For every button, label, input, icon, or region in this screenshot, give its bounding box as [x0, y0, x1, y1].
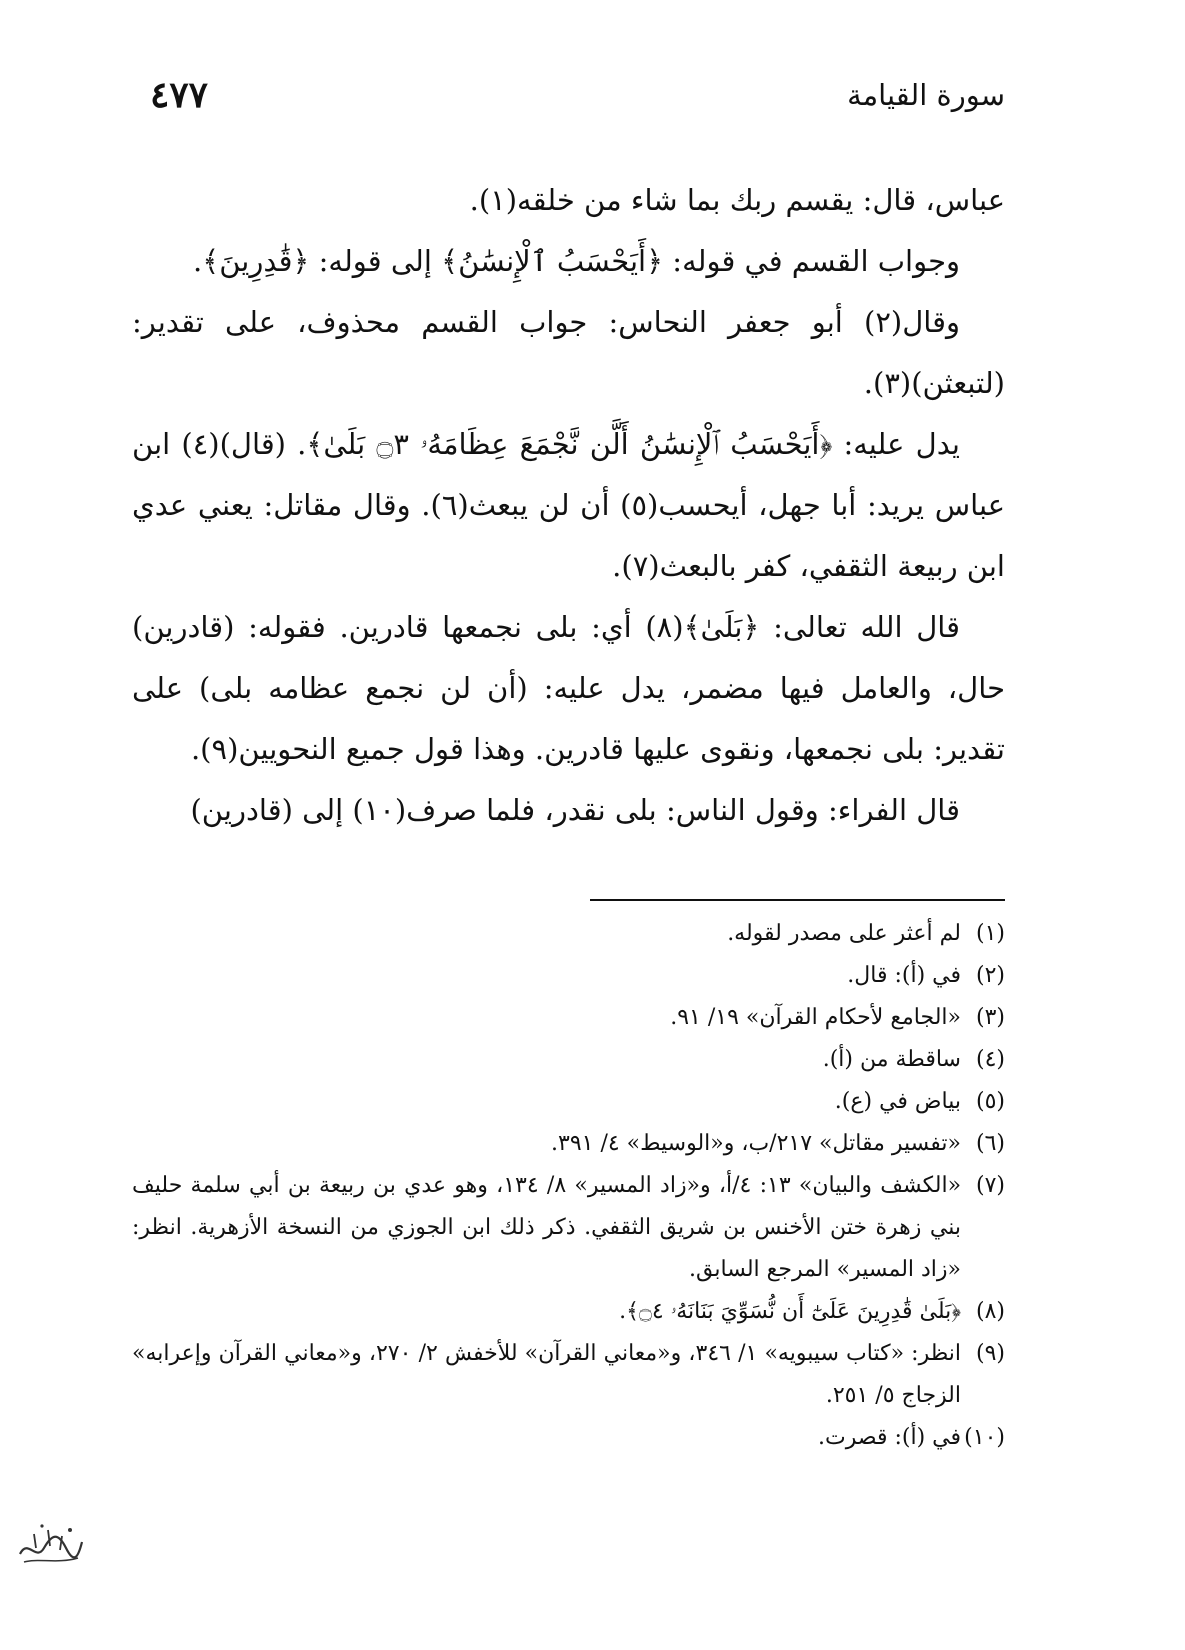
- footnote-divider: [590, 899, 1005, 901]
- footnote-text: لم أعثر على مصدر لقوله.: [727, 921, 961, 946]
- paragraph: عباس، قال: يقسم ربك بما شاء من خلقه(١).: [469, 183, 1005, 217]
- page-number: ٤٧٧: [150, 74, 209, 116]
- footnote: [132, 1417, 1005, 1459]
- footnote-number: (١): [975, 921, 1005, 946]
- footnote: [132, 1165, 1005, 1291]
- footnote: [132, 997, 1005, 1039]
- footnote-text: «الجامع لأحكام القرآن» ١٩/ ٩١.: [670, 1005, 961, 1030]
- footnote-number: (٩): [975, 1341, 1005, 1366]
- paragraph: وجواب القسم في قوله: ﴿أَيَحْسَبُ ٱلْإِنسَٰنُ﴾ إلى قوله: ﴿قَٰدِرِينَ﴾.: [192, 244, 960, 278]
- footnote: [132, 1039, 1005, 1081]
- page-header: [150, 74, 1005, 128]
- surah-title: سورة القيامة: [847, 78, 1005, 112]
- main-text: [132, 170, 1005, 841]
- footnote-number: (٦): [975, 1131, 1005, 1156]
- paragraph: قال الفراء: وقول الناس: بلى نقدر، فلما صرف(١٠) إلى (قادرين): [190, 793, 960, 827]
- footnote-text: في (أ): قصرت.: [818, 1425, 961, 1450]
- footnote: [132, 1123, 1005, 1165]
- footnotes: [132, 913, 1005, 1459]
- footnote-number: (٥): [975, 1089, 1005, 1114]
- footnote-number: (٨): [975, 1299, 1005, 1324]
- paragraph: قال الله تعالى: ﴿بَلَىٰ﴾(٨) أي: بلى نجمعها قادرين. فقوله: (قادرين) حال، والعامل فيها مضمر، يدل عليه: (أن لن نجمع عظامه بلى) على تقدير: بلى نجمعها، ونقوى عليها قادرين. وهذا قول جميع النحويين(٩).: [132, 610, 1005, 766]
- footnote: [132, 955, 1005, 997]
- footnote-text: انظر: «كتاب سيبويه» ١/ ٣٤٦، و«معاني القرآن» للأخفش ٢/ ٢٧٠، و«معاني القرآن وإعرابه» الزجاج ٥/ ٢٥١.: [132, 1341, 961, 1408]
- footnote-number: (٤): [975, 1047, 1005, 1072]
- footnote: [132, 1291, 1005, 1333]
- footnote-text: «تفسير مقاتل» ٢١٧/ب، و«الوسيط» ٤/ ٣٩١.: [551, 1131, 961, 1156]
- footnote-text: «الكشف والبيان» ١٣: ٤/أ، و«زاد المسير» ٨/ ١٣٤، وهو عدي بن ربيعة بن أبي سلمة حليف بني زهرة ختن الأخنس بن شريق الثقفي. ذكر ذلك ابن الجوزي من النسخة الأزهرية. انظر: «زاد المسير» المرجع السابق.: [132, 1173, 962, 1282]
- watermark-logo-icon: [14, 1518, 86, 1570]
- paragraph: وقال(٢) أبو جعفر النحاس: جواب القسم محذوف، على تقدير: (لتبعثن)(٣).: [132, 305, 1005, 400]
- footnote-text: بياض في (ع).: [834, 1089, 961, 1114]
- footnote: [132, 1333, 1005, 1417]
- paragraph: يدل عليه: ﴿أَيَحْسَبُ ٱلْإِنسَٰنُ أَلَّن نَّجْمَعَ عِظَامَهُۥ ۝٣ بَلَىٰ﴾. (قال)(٤) ابن عباس يريد: أبا جهل، أيحسب(٥) أن لن يبعث(٦). وقال مقاتل: يعني عدي ابن ربيعة الثقفي، كفر بالبعث(٧).: [132, 427, 1005, 583]
- footnote-text: في (أ): قال.: [847, 963, 961, 988]
- footnote-text: ﴿بَلَىٰ قَٰدِرِينَ عَلَىٰٓ أَن نُّسَوِّيَ بَنَانَهُۥ ۝٤﴾.: [619, 1299, 961, 1324]
- footnote-number: (٢): [975, 963, 1005, 988]
- footnote-number: (٣): [975, 1005, 1005, 1030]
- footnote: [132, 913, 1005, 955]
- footnote-text: ساقطة من (أ).: [822, 1047, 961, 1072]
- footnote: [132, 1081, 1005, 1123]
- footnote-number: (١٠): [964, 1425, 1005, 1450]
- footnote-number: (٧): [975, 1173, 1005, 1198]
